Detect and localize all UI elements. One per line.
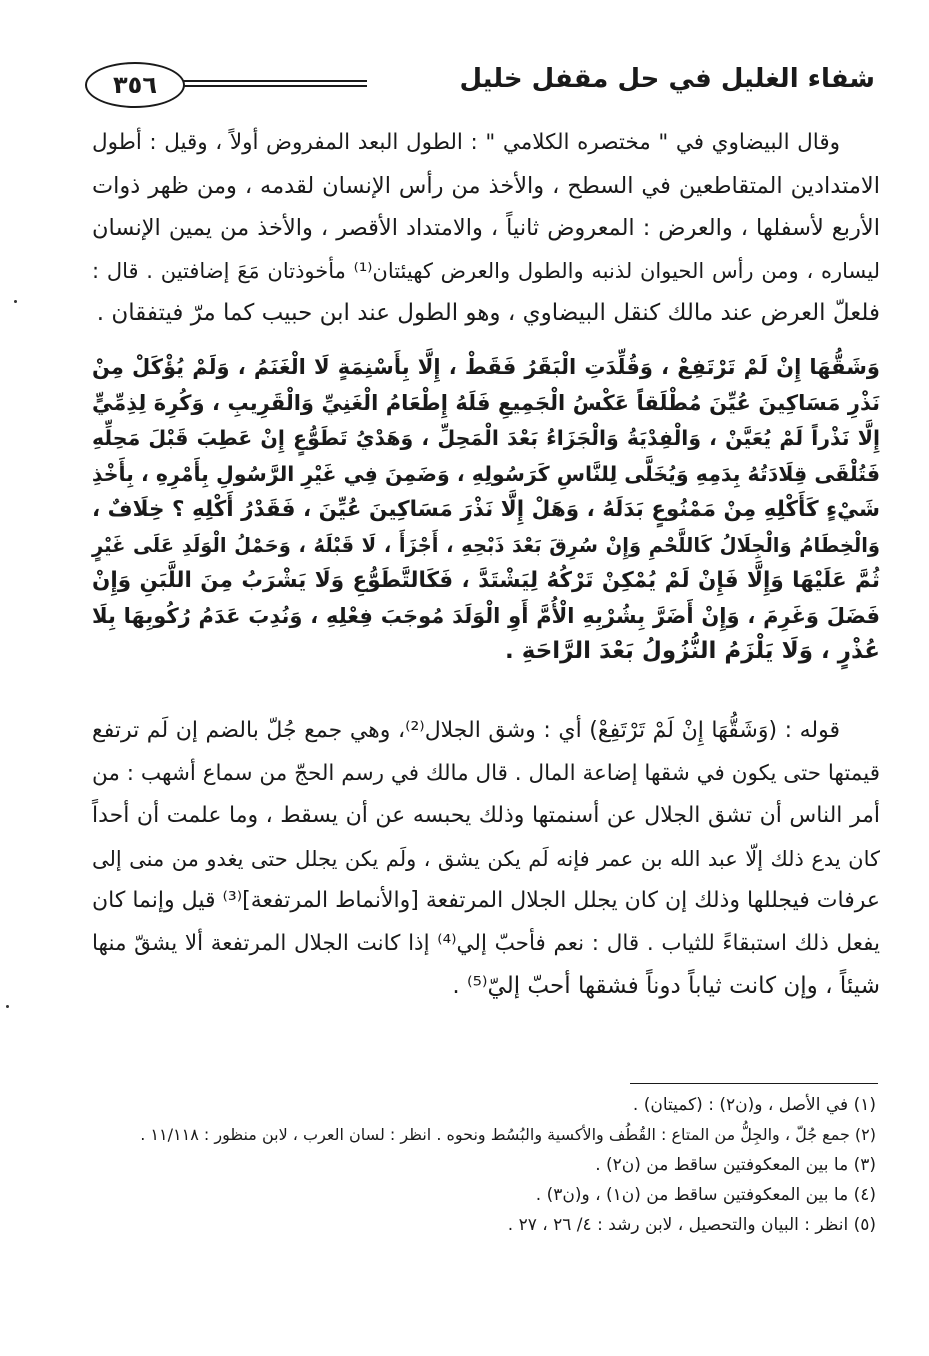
matn-line: فَضَلَ وَغَرِمَ ، وَإِنْ أَضَرَّ بِشُرْبِهِ الْأُمَّ أَوِ الْوَلَدَ مُوجَبَ فِعْلِهِ ، وَنُدِبَ عَدَمُ رُكُوبِهَا بِلَا	[92, 603, 880, 628]
text-line: كان يدع ذلك إلّا عبد الله بن عمر فإنه لَم يكن يشق ، ولَم يكن يجلل حتى يغدو من منى إلى	[92, 846, 880, 871]
text-line: قوله : (وَشَقُّهَا إِنْ لَمْ تَرْتَفِعْ) أي : وشق الجلال⁽²⁾، وهي جمع جُلّ بالضم إن لَم ترتفع	[92, 718, 840, 743]
matn-text-block	[92, 350, 880, 670]
commentary-paragraph	[92, 122, 880, 335]
commentary-paragraph-2	[92, 710, 880, 1008]
book-title: شفاء الغليل في حل مقفل خليل	[459, 64, 875, 94]
footnotes	[120, 1090, 876, 1240]
text-line: يفعل ذلك استبقاءً للثياب . قال : نعم فأحبّ إلي⁽⁴⁾ إذا كانت الجلال المرتفعة ألا يشقّ منها	[92, 930, 880, 956]
footnote: (٥) انظر : البيان والتحصيل ، لابن رشد : ٤/ ٢٦ ، ٢٧ .	[507, 1215, 876, 1235]
matn-line: شَيْءٍ كَأَكْلِهِ مِنْ مَمْنُوعٍ بَدَلَهُ ، وَهَلْ إِلَّا نَذْرَ مَسَاكِينَ عُيِّنَ ، فَقَدْرُ أَكْلِهِ ؟ خِلَافٌ ،	[92, 497, 880, 522]
text-line: ليساره ، ومن رأس الحيوان لذنبه والطول والعرض كهيئتان⁽¹⁾ مأخوذتان مَعَ إضافتين . قال :	[92, 258, 880, 283]
matn-line: وَالْخِطَامُ وَالْجِلَالُ كَاللَّحْمِ وَإِنْ سُرِقَ بَعْدَ ذَبْحِهِ ، أَجْزَأَ ، لَا قَبْلَهُ ، وَحَمْلُ الْوَلَدِ عَلَى غَيْرٍ	[92, 533, 880, 557]
header-rule	[183, 80, 367, 82]
footnote: (٢) جمع جُلّ ، والجِلُّ من المتاع : القُطُف والأكسية والبُسُط ونحوه . انظر : لسان العرب ، لابن منظور : ١١/١١٨ .	[140, 1125, 876, 1144]
matn-line: وَشَقُّهَا إِنْ لَمْ تَرْتَفِعْ ، وَقُلِّدَتِ الْبَقَرُ فَقَطْ ، إِلَّا بِأَسْنِمَةٍ لَا الْغَنَمُ ، وَلَمْ يُؤْكَلْ مِنْ	[92, 355, 880, 379]
text-line: الأربع لأسفلها ، والعرض : المعروض ثانياً ، والامتداد الأقصر ، والأخذ من يمين الإنسان	[92, 215, 880, 241]
text-line: قيمتها حتى يكون في شقها إضاعة المال . قال مالك في رسم الحجّ من سماع أشهب : من	[92, 760, 880, 786]
running-header	[85, 62, 875, 106]
text-line: عرفات فيجللها وذلك إن كان يجلل الجلال المرتفعة [والأنماط المرتفعة]⁽³⁾ قيل وإنما كان	[92, 888, 880, 913]
footnote: (٤) ما بين المعكوفتين ساقط من (ن١) ، و(ن٣) .	[535, 1185, 876, 1205]
scan-speck	[6, 1005, 9, 1008]
matn-line: نَذْرِ مَسَاكِينَ عُيِّنَ مُطْلَقاً عَكْسُ الْجَمِيعِ فَلَهُ إِطْعَامُ الْغَنِيِّ وَالْقَرِيبِ ، وَكُرِهَ لِذِمِّيٍّ	[92, 390, 880, 415]
footnote: (٣) ما بين المعكوفتين ساقط من (ن٢) .	[595, 1155, 876, 1175]
page-number: ٣٥٦	[85, 62, 185, 108]
header-rule-double	[183, 85, 367, 87]
text-line: فلعلّ العرض عند مالك كنقل البيضاوي ، وهو الطول عند ابن حبيب كما مرّ فيتفقان .	[96, 300, 880, 326]
matn-line: إِلَّا نَذْراً لَمْ يُعَيَّنْ ، وَالْفِدْيَةُ وَالْجَزَاءُ بَعْدَ الْمَحِلِّ ، وَهَدْيُ تَطَوُّعٍ إِنْ عَطِبَ قَبْلَ مَحِلِّهِ	[92, 426, 880, 450]
text-line: وقال البيضاوي في " مختصره الكلامي " : الطول البعد المفروض أولاً ، وقيل : أطول	[92, 130, 840, 155]
matn-line: فَتُلْقَى قِلَادَتُهُ بِدَمِهِ وَيُخَلَّى لِلنَّاسِ كَرَسُولِهِ ، وَضَمِنَ فِي غَيْرِ الرَّسُولِ بِأَمْرِهِ ، بِأَخْذِ	[91, 461, 880, 486]
footnote: (١) في الأصل ، و(ن٢) : (كميتان) .	[632, 1095, 876, 1115]
text-line: أمر الناس أن تشق الجلال عن أسنمتها وذلك يحبسه عن أن يسقط ، وما علمت أن أحداً	[92, 803, 880, 828]
footnote-separator	[630, 1083, 878, 1084]
text-line: شيئاً ، وإن كانت ثياباً دوناً فشقها أحبّ إليّ⁽⁵⁾ .	[452, 973, 880, 999]
scan-speck	[14, 300, 17, 303]
text-line: الامتدادين المتقاطعين في السطح ، والأخذ من رأس الإنسان لقدمه ، ومن ظهر ذوات	[92, 172, 880, 199]
matn-line: ثُمَّ عَلَيْهَا وَإِلَّا فَإِنْ لَمْ يُمْكِنْ تَرْكُهُ لِيَشْتَدَّ ، فَكَالتَّطَوُّعِ وَلَا يَشْرَبُ مِنَ اللَّبَنِ وَإِنْ	[92, 568, 880, 593]
matn-line: عُذْرٍ ، وَلَا يَلْزَمُ النُّزُولُ بَعْدَ الرَّاحَةِ .	[505, 638, 880, 664]
